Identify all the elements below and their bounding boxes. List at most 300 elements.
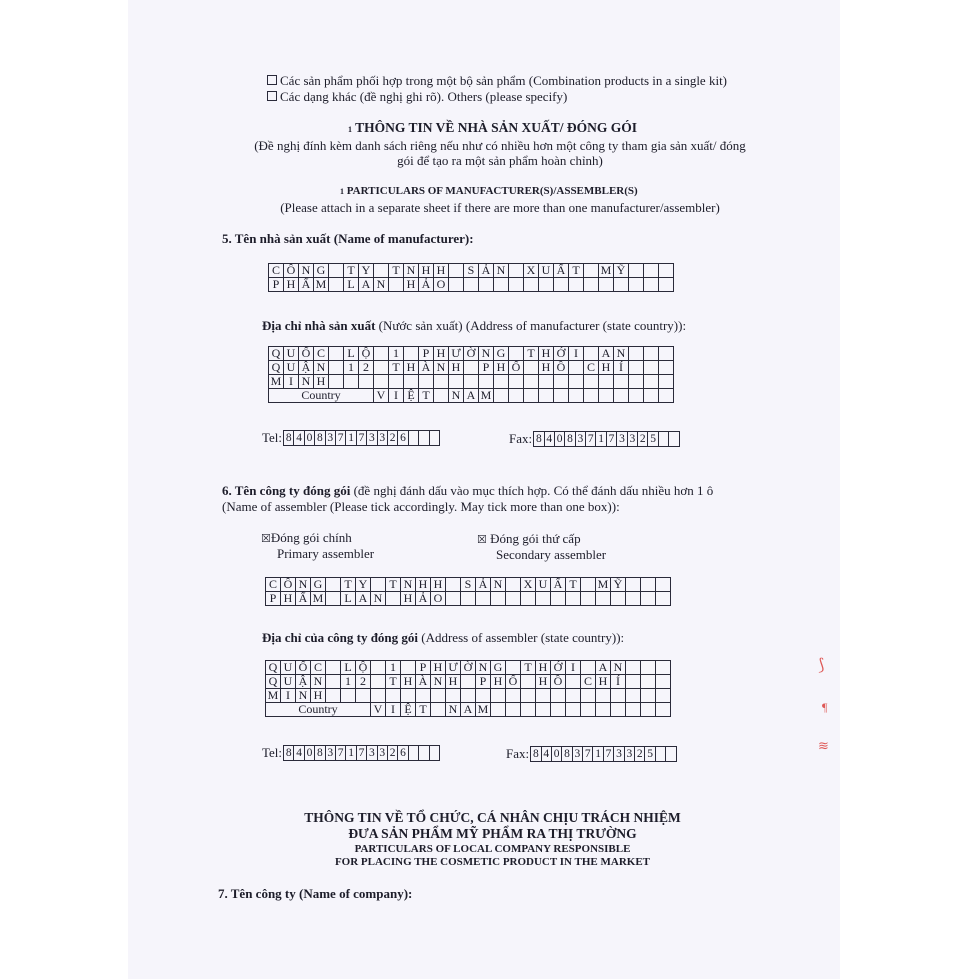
grid-cell: Ư (449, 347, 464, 361)
grid-cell: M (314, 278, 329, 292)
digit-cell: 3 (366, 430, 377, 446)
grid-cell (581, 703, 596, 717)
grid-cell (611, 592, 626, 606)
country-row (266, 703, 671, 717)
grid-cell (599, 278, 614, 292)
grid-cell: S (464, 264, 479, 278)
grid-cell: G (494, 347, 509, 361)
grid-cell: O (431, 592, 446, 606)
tel-label: Tel: (262, 745, 283, 760)
grid-cell (626, 675, 641, 689)
grid-cell (419, 375, 434, 389)
grid-cell (584, 264, 599, 278)
grid-cell: Ớ (554, 347, 569, 361)
grid-cell (356, 689, 371, 703)
grid-cell (614, 375, 629, 389)
grid-cell: Q (269, 347, 284, 361)
grid-cell (404, 347, 419, 361)
grid-cell (329, 278, 344, 292)
grid-cell: Ờ (461, 661, 476, 675)
grid-cell: Ố (506, 675, 521, 689)
grid-cell (401, 661, 416, 675)
grid-cell: T (524, 347, 539, 361)
grid-cell (506, 703, 521, 717)
grid-cell: T (386, 578, 401, 592)
digit-cell: 8 (533, 431, 544, 447)
grid-cell (596, 689, 611, 703)
grid-cell: Ả (416, 592, 431, 606)
grid-cell: L (344, 347, 359, 361)
grid-cell: S (461, 578, 476, 592)
grid-cell (449, 278, 464, 292)
grid-row (269, 361, 674, 375)
assembler-address-grid (265, 660, 671, 717)
grid-cell (401, 689, 416, 703)
grid-cell: N (431, 675, 446, 689)
company-heading: 7. Tên công ty (Name of company): (218, 886, 413, 901)
grid-cell: Ả (419, 278, 434, 292)
stamp-mark: ≋ (818, 738, 829, 753)
digit-cell: 7 (606, 431, 617, 447)
grid-cell (371, 675, 386, 689)
grid-cell: 1 (389, 347, 404, 361)
digit-cell: 0 (304, 430, 315, 446)
digit-cell: 8 (283, 745, 294, 761)
grid-cell: T (386, 675, 401, 689)
grid-cell (536, 703, 551, 717)
primary-assembler-en: Primary assembler (277, 546, 375, 561)
digit-cell: 6 (397, 745, 408, 761)
grid-cell: N (299, 264, 314, 278)
grid-cell (461, 592, 476, 606)
grid-cell (656, 675, 671, 689)
grid-cell: H (494, 361, 509, 375)
manufacturer-address-grid (268, 346, 674, 403)
grid-cell (329, 347, 344, 361)
grid-cell (581, 689, 596, 703)
section-title-vi-text: THÔNG TIN VỀ NHÀ SẢN XUẤT/ ĐÓNG GÓI (355, 120, 638, 135)
digit-cell (665, 746, 676, 762)
option-combination (267, 73, 727, 88)
assembler-tel (262, 745, 440, 761)
grid-cell (551, 703, 566, 717)
grid-cell (461, 689, 476, 703)
grid-cell (584, 347, 599, 361)
grid-cell (389, 278, 404, 292)
fax-label: Fax: (509, 431, 533, 446)
digit-cell: 1 (345, 745, 356, 761)
grid-cell: T (416, 703, 431, 717)
stamp-mark: ⟆ (818, 657, 825, 674)
grid-cell (584, 389, 599, 403)
grid-cell: P (266, 592, 281, 606)
grid-cell (326, 675, 341, 689)
grid-cell: Ậ (299, 361, 314, 375)
grid-cell (449, 264, 464, 278)
grid-cell: I (284, 375, 299, 389)
primary-assembler-vi: Đóng gói chính (270, 530, 352, 545)
checkbox-icon (267, 75, 277, 85)
digit-cell (429, 745, 440, 761)
grid-cell (629, 389, 644, 403)
section-note-vi-2: gói để tạo ra một sản phẩm hoàn chỉnh) (397, 153, 603, 168)
grid-cell: T (341, 578, 356, 592)
grid-cell (629, 361, 644, 375)
digit-cell: 3 (627, 431, 638, 447)
digit-cell: 7 (582, 746, 593, 762)
grid-row (266, 592, 671, 606)
manufacturer-heading: 5. Tên nhà sản xuất (Name of manufacturer): (222, 231, 474, 246)
grid-cell: T (389, 264, 404, 278)
responsible-title-vi-1: THÔNG TIN VỀ TỔ CHỨC, CÁ NHÂN CHỊU TRÁCH NHIỆM (304, 810, 681, 825)
grid-cell (629, 278, 644, 292)
digit-cell: 3 (575, 431, 586, 447)
digit-cell: 2 (387, 430, 398, 446)
grid-cell: Ồ (554, 361, 569, 375)
grid-cell (659, 361, 674, 375)
secondary-assembler-vi: Đóng gói thứ cấp (490, 531, 581, 546)
grid-cell (641, 703, 656, 717)
primary-assembler-option (261, 530, 352, 547)
grid-cell: H (446, 675, 461, 689)
grid-cell (626, 661, 641, 675)
grid-cell: M (269, 375, 284, 389)
manufacturer-tel (262, 430, 440, 446)
grid-cell (491, 592, 506, 606)
grid-cell (434, 375, 449, 389)
digit-cell: 3 (624, 746, 635, 762)
grid-cell: Ớ (551, 661, 566, 675)
grid-cell (524, 361, 539, 375)
grid-cell: H (404, 361, 419, 375)
grid-cell (641, 578, 656, 592)
digit-cell: 7 (335, 745, 346, 761)
grid-cell: T (569, 264, 584, 278)
stamp-mark: ¶ (822, 700, 828, 714)
grid-cell (374, 347, 389, 361)
grid-cell: M (311, 592, 326, 606)
digit-cell: 0 (304, 745, 315, 761)
digit-cell: 3 (377, 430, 388, 446)
grid-cell: Ô (284, 264, 299, 278)
grid-cell (359, 375, 374, 389)
grid-cell (599, 389, 614, 403)
fax-cells (531, 746, 676, 762)
digit-cell: 8 (314, 430, 325, 446)
grid-cell: Í (614, 361, 629, 375)
grid-cell (329, 264, 344, 278)
grid-cell (539, 278, 554, 292)
grid-cell (656, 689, 671, 703)
tel-cells (284, 430, 440, 446)
grid-cell: T (419, 389, 434, 403)
grid-cell: Ậ (296, 675, 311, 689)
option-combination-label: Các sản phẩm phối hợp trong một bộ sản phẩm (Combination products in a single kit) (280, 73, 728, 88)
grid-cell: Ỹ (614, 264, 629, 278)
grid-row (266, 578, 671, 592)
grid-cell (416, 689, 431, 703)
digit-cell: 0 (554, 431, 565, 447)
grid-cell (509, 389, 524, 403)
grid-cell: H (401, 592, 416, 606)
grid-cell (524, 278, 539, 292)
grid-cell (569, 361, 584, 375)
grid-cell (374, 361, 389, 375)
grid-cell (581, 661, 596, 675)
grid-cell: Ố (509, 361, 524, 375)
section-note-vi-1: (Đề nghị đính kèm danh sách riêng nếu như có nhiều hơn một công ty tham gia sản xuất/ đóng (254, 138, 746, 153)
digit-cell: 3 (366, 745, 377, 761)
grid-cell: C (581, 675, 596, 689)
grid-cell (476, 689, 491, 703)
country-label: Country (269, 389, 374, 403)
grid-cell: 2 (356, 675, 371, 689)
grid-cell: H (491, 675, 506, 689)
grid-cell: N (449, 389, 464, 403)
grid-cell (596, 703, 611, 717)
grid-cell: N (476, 661, 491, 675)
grid-cell: N (614, 347, 629, 361)
grid-cell (491, 689, 506, 703)
grid-cell (521, 689, 536, 703)
grid-cell: A (359, 278, 374, 292)
grid-cell: H (536, 675, 551, 689)
grid-cell: P (479, 361, 494, 375)
grid-cell (566, 592, 581, 606)
grid-cell: H (599, 361, 614, 375)
grid-cell (584, 375, 599, 389)
grid-cell (566, 689, 581, 703)
grid-cell (581, 578, 596, 592)
grid-cell: Ồ (551, 675, 566, 689)
grid-cell (434, 389, 449, 403)
grid-cell (506, 578, 521, 592)
grid-cell: U (284, 347, 299, 361)
grid-cell: H (434, 347, 449, 361)
country-row (269, 389, 674, 403)
grid-cell: Q (269, 361, 284, 375)
grid-cell: I (386, 703, 401, 717)
grid-cell (641, 592, 656, 606)
assembler-address-heading-bold: Địa chỉ của công ty đóng gói (262, 630, 419, 645)
grid-cell: N (371, 592, 386, 606)
grid-cell (494, 278, 509, 292)
grid-cell: N (479, 347, 494, 361)
digit-cell: 8 (314, 745, 325, 761)
grid-cell (326, 689, 341, 703)
grid-cell: T (344, 264, 359, 278)
digit-cell: 1 (595, 431, 606, 447)
grid-cell: Y (356, 578, 371, 592)
grid-cell (626, 592, 641, 606)
digit-cell (429, 430, 440, 446)
grid-cell: L (341, 661, 356, 675)
grid-cell (641, 675, 656, 689)
grid-cell (494, 389, 509, 403)
grid-cell: N (311, 675, 326, 689)
grid-cell: O (434, 278, 449, 292)
grid-cell (641, 689, 656, 703)
digit-cell: 4 (544, 431, 555, 447)
grid-cell (656, 703, 671, 717)
grid-cell (554, 375, 569, 389)
grid-cell (566, 675, 581, 689)
grid-cell: A (356, 592, 371, 606)
grid-cell (329, 375, 344, 389)
grid-cell: I (389, 389, 404, 403)
digit-cell: 3 (616, 431, 627, 447)
grid-cell (599, 375, 614, 389)
grid-cell (524, 375, 539, 389)
grid-cell (326, 592, 341, 606)
grid-cell: N (434, 361, 449, 375)
grid-cell: P (419, 347, 434, 361)
grid-cell: C (266, 578, 281, 592)
digit-cell: 2 (387, 745, 398, 761)
grid-cell (479, 375, 494, 389)
grid-cell: Ẩ (299, 278, 314, 292)
grid-cell (446, 689, 461, 703)
section-note-en: (Please attach in a separate sheet if there are more than one manufacturer/assembler) (280, 200, 720, 215)
grid-cell (464, 375, 479, 389)
grid-cell: 2 (359, 361, 374, 375)
manufacturer-address-heading-bold: Địa chỉ nhà sản xuất (262, 318, 376, 333)
grid-cell: Ả (476, 578, 491, 592)
grid-cell (551, 592, 566, 606)
grid-row (269, 375, 674, 389)
grid-cell (449, 375, 464, 389)
digit-cell: 8 (283, 430, 294, 446)
grid-cell (644, 375, 659, 389)
secondary-assembler-option (477, 531, 581, 548)
manufacturer-address-heading-rest: (Nước sản xuất) (Address of manufacturer (state country)): (375, 318, 687, 333)
grid-cell: Ô (281, 578, 296, 592)
grid-cell: Ấ (551, 578, 566, 592)
grid-cell (644, 361, 659, 375)
manufacturer-name-grid (268, 263, 674, 292)
grid-cell: H (311, 689, 326, 703)
assembler-address-heading-rest: (Address of assembler (state country)): (418, 630, 625, 645)
grid-cell: N (299, 375, 314, 389)
digit-cell: 7 (585, 431, 596, 447)
grid-cell (656, 661, 671, 675)
digit-cell: 3 (325, 430, 336, 446)
grid-cell (326, 578, 341, 592)
grid-cell (581, 592, 596, 606)
grid-cell: H (416, 578, 431, 592)
grid-cell (659, 389, 674, 403)
grid-cell: P (416, 661, 431, 675)
grid-cell (554, 389, 569, 403)
grid-cell: 1 (386, 661, 401, 675)
digit-cell: 7 (335, 430, 346, 446)
grid-cell: A (461, 703, 476, 717)
grid-cell: U (539, 264, 554, 278)
grid-cell (536, 689, 551, 703)
grid-cell (506, 689, 521, 703)
grid-cell (626, 689, 641, 703)
section-marker: 1 (348, 125, 352, 134)
grid-cell: M (596, 578, 611, 592)
grid-cell: N (611, 661, 626, 675)
digit-cell: 5 (647, 431, 658, 447)
grid-cell (509, 264, 524, 278)
grid-cell: N (296, 578, 311, 592)
grid-cell (644, 347, 659, 361)
grid-cell: C (269, 264, 284, 278)
grid-cell (659, 375, 674, 389)
grid-cell (554, 278, 569, 292)
grid-cell: À (416, 675, 431, 689)
grid-cell (524, 389, 539, 403)
grid-cell: H (431, 578, 446, 592)
assembler-name-grid (265, 577, 671, 606)
grid-cell (371, 689, 386, 703)
grid-cell: H (449, 361, 464, 375)
grid-cell: N (446, 703, 461, 717)
grid-cell (494, 375, 509, 389)
grid-cell (521, 592, 536, 606)
grid-cell (611, 689, 626, 703)
digit-cell: 6 (397, 430, 408, 446)
grid-cell: V (374, 389, 389, 403)
grid-cell: U (281, 675, 296, 689)
responsible-title-vi-2: ĐƯA SẢN PHẨM MỸ PHẨM RA THỊ TRƯỜNG (348, 826, 637, 841)
grid-cell: A (464, 389, 479, 403)
grid-cell (506, 661, 521, 675)
checked-box-icon: ☒ (477, 534, 487, 546)
grid-cell (374, 264, 389, 278)
grid-cell (569, 389, 584, 403)
grid-cell: M (599, 264, 614, 278)
section-title-en-text: PARTICULARS OF MANUFACTURER(S)/ASSEMBLER(S) (346, 185, 638, 197)
digit-cell: 4 (293, 430, 304, 446)
digit-cell: 8 (530, 746, 541, 762)
grid-cell: M (479, 389, 494, 403)
digit-cell: 4 (293, 745, 304, 761)
grid-cell (566, 703, 581, 717)
grid-cell: M (476, 703, 491, 717)
grid-cell: A (596, 661, 611, 675)
digit-cell (668, 431, 679, 447)
grid-cell: C (314, 347, 329, 361)
grid-cell (446, 578, 461, 592)
grid-cell: H (281, 592, 296, 606)
grid-cell (464, 278, 479, 292)
digit-cell: 1 (345, 430, 356, 446)
digit-cell: 3 (613, 746, 624, 762)
manufacturer-address-heading (262, 318, 686, 333)
grid-cell: A (599, 347, 614, 361)
grid-cell: T (521, 661, 536, 675)
grid-cell (569, 278, 584, 292)
grid-cell: P (269, 278, 284, 292)
grid-cell (626, 703, 641, 717)
grid-cell (539, 375, 554, 389)
grid-cell: X (524, 264, 539, 278)
digit-cell: 8 (564, 431, 575, 447)
grid-cell: Q (266, 675, 281, 689)
responsible-title-en-2: FOR PLACING THE COSMETIC PRODUCT IN THE MARKET (334, 856, 651, 868)
digit-cell: 3 (325, 745, 336, 761)
grid-cell: M (266, 689, 281, 703)
digit-cell: 3 (572, 746, 583, 762)
grid-cell (521, 675, 536, 689)
grid-cell (491, 703, 506, 717)
grid-cell (446, 592, 461, 606)
grid-row (269, 347, 674, 361)
checked-box-icon: ☒ (261, 533, 271, 545)
